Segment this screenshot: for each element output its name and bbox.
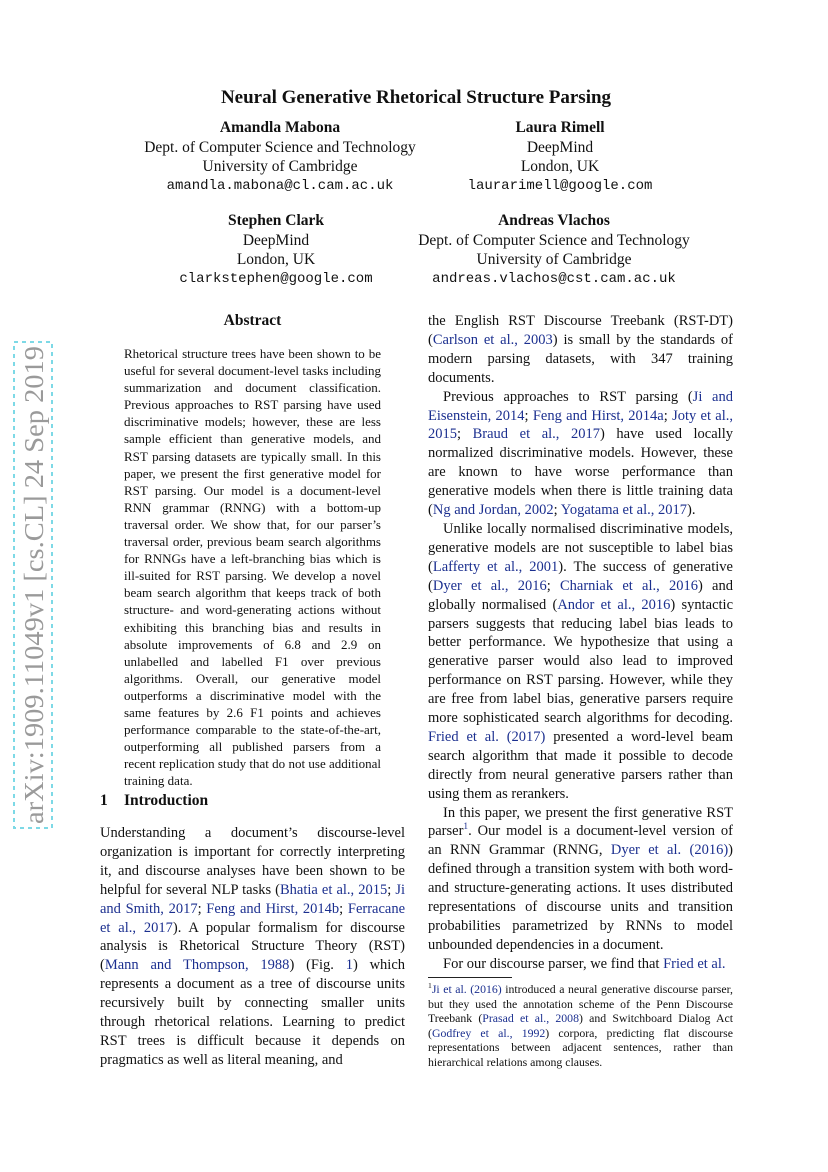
abstract-text: Rhetorical structure trees have been shown to be useful for several document-level tasks including summarization and document classification. Previous approaches to RST parsing have used discriminative models; however, these are less sample efficient than generative models, and RST parsing datasets are typically small. In this paper, we present the first generative model for RST parsing. Our model is a document-level RNN grammar (RNNG) with a bottom-up traversal order. We show that, for our parser’s traversal order, previous beam search algorithms for RNNGs have a left-branching bias which is ill-suited for RST parsing. We develop a novel beam search algorithm that keeps track of both structure- and word-generating actions without exhibiting this branching bias and results in absolute improvements of 6.8 and 2.9 on unlabelled and labelled F1 over previous algorithms. Overall, our generative model outperforms a discriminative model with the same features by 2.6 F1 points and achieves performance comparable to the state-of-the-art, outperforming all published parsers from a recent replication study that do not use additional training data. — [124, 346, 381, 789]
author-affiliation: Dept. of Computer Science and Technology — [418, 231, 690, 249]
author-affiliation: DeepMind — [526, 138, 594, 156]
citation-link[interactable]: Andor et al., 2016 — [557, 596, 671, 613]
figure-reference-link[interactable]: 1 — [345, 957, 353, 974]
right-column-body — [428, 312, 733, 974]
author-name: Andreas Vlachos — [498, 212, 610, 229]
author-institution: University of Cambridge — [476, 251, 632, 268]
author-name: Laura Rimell — [515, 119, 605, 136]
citation-link[interactable]: Braud et al., 2017 — [472, 426, 600, 443]
introduction-body — [100, 824, 405, 1070]
citation-link[interactable]: Feng and Hirst, 2014a — [532, 407, 664, 424]
paragraph: Previous approaches to RST parsing (Ji and Eisenstein, 2014; Feng and Hirst, 2014a; Joty et al., 2015; Braud et al., 2017) have used locally normalized discriminative models. However, these are known to have worse performance than generative models when there is little training data (Ng and Jordan, 2002; Yogatama et al., 2017). — [428, 388, 734, 519]
author-name: Stephen Clark — [227, 212, 325, 229]
paragraph: In this paper, we present the first generative RST parser$^1$. Our model is a document-level version of an RNN Grammar (RNNG, Dyer et al. (2016)) defined through a transition system with both word- and structure-generating actions. It uses distributed representations of discourse units and transition probabilities parametrized by RNNs to model unbounded dependencies in a document. — [428, 804, 733, 953]
section-number: 1 — [100, 792, 108, 809]
citation-link[interactable]: Joty et al., 2015 — [428, 407, 734, 443]
arxiv-identifier-stamp — [8, 340, 58, 830]
paragraph: Unlike locally normalised discriminative models, generative models are not susceptible to label bias (Lafferty et al., 2001). The success of generative (Dyer et al., 2016; Charniak et al., 2016) and globally normalised (Andor et al., 2016) syntactic parsers suggests that reducing label bias leads to better performance. We hypothesize that using a generative parser would also lead to improved performance on RST parsing. However, while they are free from label bias, generative parsers require more sophisticated search algorithms for decoding. Fried et al. (2017) presented a word-level beam search algorithm that made it possible to decode directly from neural generative parsers rather than using them as rerankers. — [428, 520, 734, 802]
section-title: Introduction — [124, 792, 209, 809]
citation-link[interactable]: Dyer et al., 2016 — [432, 577, 547, 594]
footnote-marker[interactable]: 1 — [463, 822, 469, 833]
author-affiliation: Dept. of Computer Science and Technology — [144, 138, 416, 156]
paragraph: For our discourse parser, we find that Fried et al. — [443, 955, 726, 972]
citation-link[interactable]: Feng and Hirst, 2014b — [206, 900, 340, 917]
author-email: laurarimell@google.com — [467, 177, 653, 194]
author-email: andreas.vlachos@cst.cam.ac.uk — [432, 270, 676, 287]
citation-link[interactable]: Ji et al. (2016) — [431, 982, 502, 996]
citation-link[interactable]: Charniak et al., 2016 — [559, 577, 698, 594]
abstract-heading: Abstract — [223, 312, 282, 329]
citation-link[interactable]: Bhatia et al., 2015 — [280, 881, 388, 898]
author-name: Amandla Mabona — [219, 119, 341, 136]
footnote-divider — [428, 977, 512, 978]
arxiv-stamp-text: arXiv:1909.11049v1 [cs.CL] 24 Sep 2019 — [19, 370, 49, 824]
author-institution: University of Cambridge — [202, 158, 358, 175]
citation-link[interactable]: Ji and Eisenstein, 2014 — [428, 388, 733, 424]
paragraph: the English RST Discourse Treebank (RST-DT) (Carlson et al., 2003) is small by the standards of modern parsing datasets, with 347 training documents. — [428, 313, 733, 386]
citation-link[interactable]: Mann and Thompson, 1988 — [104, 957, 290, 974]
author-email: clarkstephen@google.com — [179, 270, 373, 287]
author-institution: London, UK — [236, 251, 316, 268]
paragraph: Understanding a document’s discourse-level organization is important for correctly interpreting it, and discourse analyses have been shown to be helpful for several NLP tasks (Bhatia et al., 2015; Ji and Smith, 2017; Feng and Hirst, 2014b; Ferracane et al., 2017). A popular formalism for discourse analysis is Rhetorical Structure Theory (RST) (Mann and Thompson, 1988) (Fig. 1) which represents a document as a tree of discourse units recursively built by connecting smaller units through rhetorical relations. Learning to predict RST trees is difficult because it depends on pragmatics as well as literal meaning, and — [100, 825, 406, 1068]
footnote: $^1$Ji et al. (2016) introduced a neural generative discourse parser, but they used the annotation scheme of the Penn Discourse Treebank (Prasad et al., 2008) and Switchboard Dialog Act (Godfrey et al., 1992) corpora, predicting flat discourse representations between adjacent sentences, rather than hierarchical relations among clauses. — [428, 981, 733, 1069]
footnote-number: 1 — [428, 981, 432, 991]
citation-link[interactable]: Fried et al. (2017) — [428, 728, 546, 745]
citation-link[interactable]: Lafferty et al., 2001 — [432, 558, 559, 575]
citation-link[interactable]: Yogatama et al., 2017 — [560, 502, 687, 519]
author-email: amandla.mabona@cl.cam.ac.uk — [166, 177, 394, 194]
paper-title: Neural Generative Rhetorical Structure Parsing — [220, 87, 612, 108]
author-block-2 — [440, 118, 680, 196]
citation-link[interactable]: Dyer et al. (2016) — [610, 842, 729, 859]
author-institution: London, UK — [520, 158, 600, 175]
author-block-1 — [120, 118, 440, 196]
citation-link[interactable]: Ferracane et al., 2017 — [100, 900, 406, 936]
author-block-4 — [398, 211, 710, 289]
citation-link[interactable]: Prasad et al., 2008 — [482, 1011, 579, 1026]
author-block-3 — [160, 211, 392, 289]
citation-link[interactable]: Ng and Jordan, 2002 — [432, 502, 554, 519]
citation-link[interactable]: Godfrey et al., 1992 — [431, 1025, 546, 1040]
citation-link[interactable]: Ji and Smith, 2017 — [100, 881, 405, 917]
citation-link[interactable]: Carlson et al., 2003 — [432, 331, 553, 348]
author-affiliation: DeepMind — [242, 231, 310, 249]
citation-link[interactable]: Fried et al. — [663, 955, 726, 972]
section-heading-introduction — [100, 792, 405, 810]
